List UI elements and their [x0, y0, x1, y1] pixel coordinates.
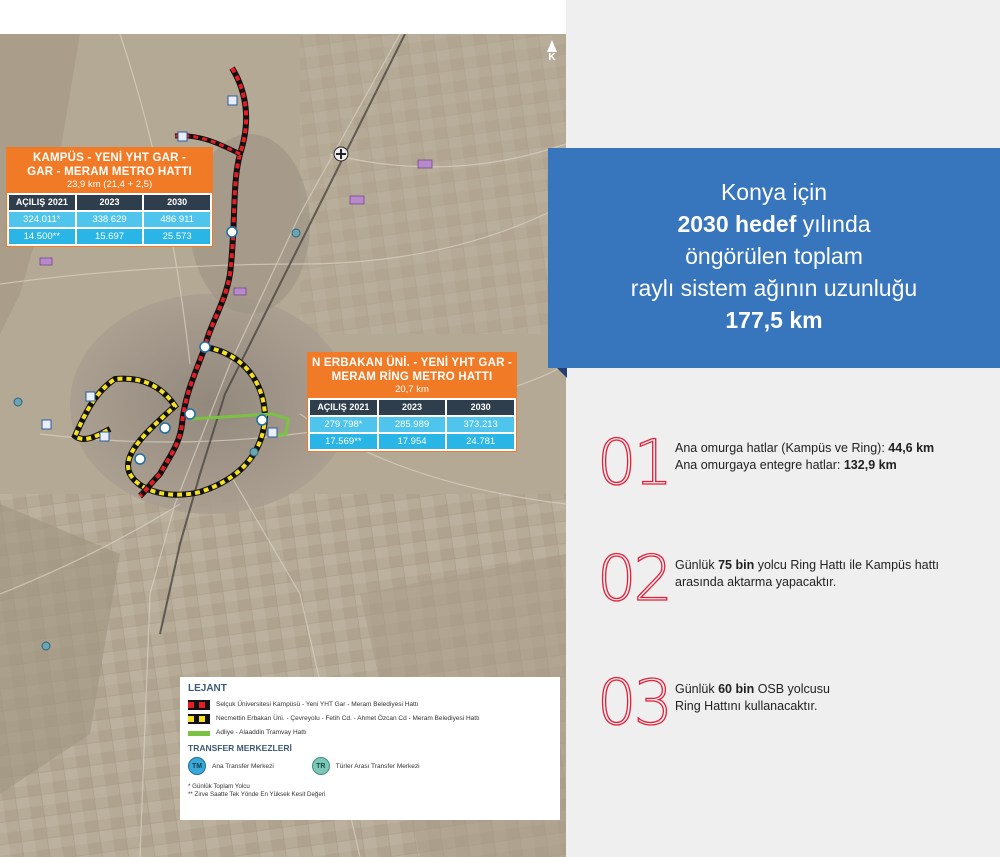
- ring-line-length: 20,7 km: [395, 384, 429, 395]
- table-header: 2030: [144, 195, 210, 210]
- table-cell: 25.573: [144, 229, 210, 244]
- kampus-line-header: [7, 148, 212, 193]
- kampus-line-title: KAMPÜS - YENİ YHT GAR - GAR - MERAM METRO HATTI: [27, 152, 192, 178]
- table-header: 2023: [77, 195, 143, 210]
- headline-box: [548, 148, 1000, 368]
- headline-line: raylı sistem ağının uzunluğu: [630, 275, 918, 301]
- table-header: 2023: [379, 400, 446, 415]
- headline-total-value: 177,5 km: [725, 307, 823, 333]
- kampus-line-info: [6, 147, 213, 247]
- red-line-swatch: [188, 700, 210, 710]
- fact-item-03: [597, 666, 987, 742]
- fact-text-bold: 60 bin: [718, 682, 755, 696]
- fact-text-part: Ring Hattını kullanacaktır.: [675, 699, 818, 713]
- headline-line: [548, 208, 1000, 240]
- fact-text: [675, 681, 830, 715]
- north-icon: [547, 40, 557, 52]
- table-cell: 24.781: [447, 434, 514, 449]
- table-header: 2030: [447, 400, 514, 415]
- fact-number: 03: [597, 666, 670, 739]
- headline-total: [548, 304, 1000, 336]
- kampus-line-length: 23,9 km (21,4 + 2,5): [66, 179, 153, 190]
- table-cell: 324.011*: [9, 212, 75, 227]
- table-cell: 279.798*: [310, 417, 377, 432]
- ring-line-header: [308, 353, 516, 398]
- legend-item-label: Necmettin Erbakan Üni. - Çevreyolu - Fetih Cd. - Ahmet Özcan Cd - Meram Belediyesi Hattı: [216, 715, 480, 722]
- fact-text-bold: 75 bin: [718, 558, 755, 572]
- ring-line-title: N ERBAKAN ÜNİ. - YENİ YHT GAR - MERAM RİNG METRO HATTI: [312, 357, 513, 383]
- legend-item: [188, 712, 552, 725]
- fact-text-part: arasında aktarma yapacaktır.: [675, 575, 837, 589]
- north-arrow: [543, 38, 561, 68]
- transfer-title: TRANSFER MERKEZLERİ: [188, 743, 292, 753]
- table-cell: 14.500**: [9, 229, 75, 244]
- tm-badge-icon: TM: [188, 757, 206, 775]
- fact-text-part: Ana omurgaya entegre hatlar:: [675, 458, 844, 472]
- yellow-line-swatch: [188, 714, 210, 724]
- fact-text: [675, 557, 939, 591]
- legend-title: LEJANT: [188, 683, 227, 694]
- fact-item-01: [597, 426, 987, 502]
- kampus-ridership-table: [7, 193, 212, 246]
- fact-text-part: Ana omurga hatlar (Kampüs ve Ring):: [675, 441, 889, 455]
- tm-label: Ana Transfer Merkezi: [212, 762, 274, 770]
- legend-item-label: Adliye - Alaaddin Tramvay Hattı: [216, 729, 307, 736]
- ring-ridership-table: [308, 398, 516, 451]
- map-legend: [180, 677, 560, 820]
- fact-text-part: OSB yolcusu: [754, 682, 830, 696]
- table-cell: 338.629: [77, 212, 143, 227]
- fact-number: 02: [597, 542, 670, 615]
- legend-note: ** Zirve Saatte Tek Yönde En Yüksek Kesit Değeri: [188, 791, 326, 798]
- table-header: AÇILIŞ 2021: [9, 195, 75, 210]
- fact-text-part: yolcu Ring Hattı ile Kampüs hattı: [754, 558, 940, 572]
- table-cell: 285.989: [379, 417, 446, 432]
- fact-text-bold: 132,9 km: [843, 458, 897, 472]
- headline-text: yılında: [796, 211, 871, 237]
- table-cell: 486.911: [144, 212, 210, 227]
- headline-fold: [557, 368, 567, 378]
- table-header: AÇILIŞ 2021: [310, 400, 377, 415]
- fact-text-part: Günlük: [675, 682, 719, 696]
- north-label: K: [548, 52, 556, 63]
- legend-item: [188, 698, 552, 711]
- fact-text-bold: 44,6 km: [888, 441, 935, 455]
- tr-label: Türler Arası Transfer Merkezi: [335, 762, 420, 770]
- fact-item-02: [597, 542, 987, 618]
- table-cell: 373.213: [447, 417, 514, 432]
- table-cell: 17.569**: [310, 434, 377, 449]
- fact-number: 01: [597, 426, 670, 499]
- table-cell: 15.697: [77, 229, 143, 244]
- legend-item-label: Selçuk Üniversitesi Kampüsü - Yeni YHT Gar - Meram Belediyesi Hattı: [216, 701, 419, 708]
- fact-text: [675, 440, 934, 474]
- headline-line: Konya için: [720, 179, 828, 205]
- legend-note: * Günlük Toplam Yolcu: [188, 783, 250, 790]
- legend-item: [188, 726, 552, 739]
- ring-line-info: [307, 352, 517, 452]
- headline-bold: 2030 hedef: [677, 211, 797, 237]
- table-cell: 17.954: [379, 434, 446, 449]
- tr-badge-icon: TR: [312, 757, 330, 775]
- fact-text-part: Günlük: [675, 558, 719, 572]
- transfer-legend-row: [188, 757, 552, 775]
- headline-line: öngörülen toplam: [685, 243, 863, 269]
- green-line-swatch: [188, 731, 210, 736]
